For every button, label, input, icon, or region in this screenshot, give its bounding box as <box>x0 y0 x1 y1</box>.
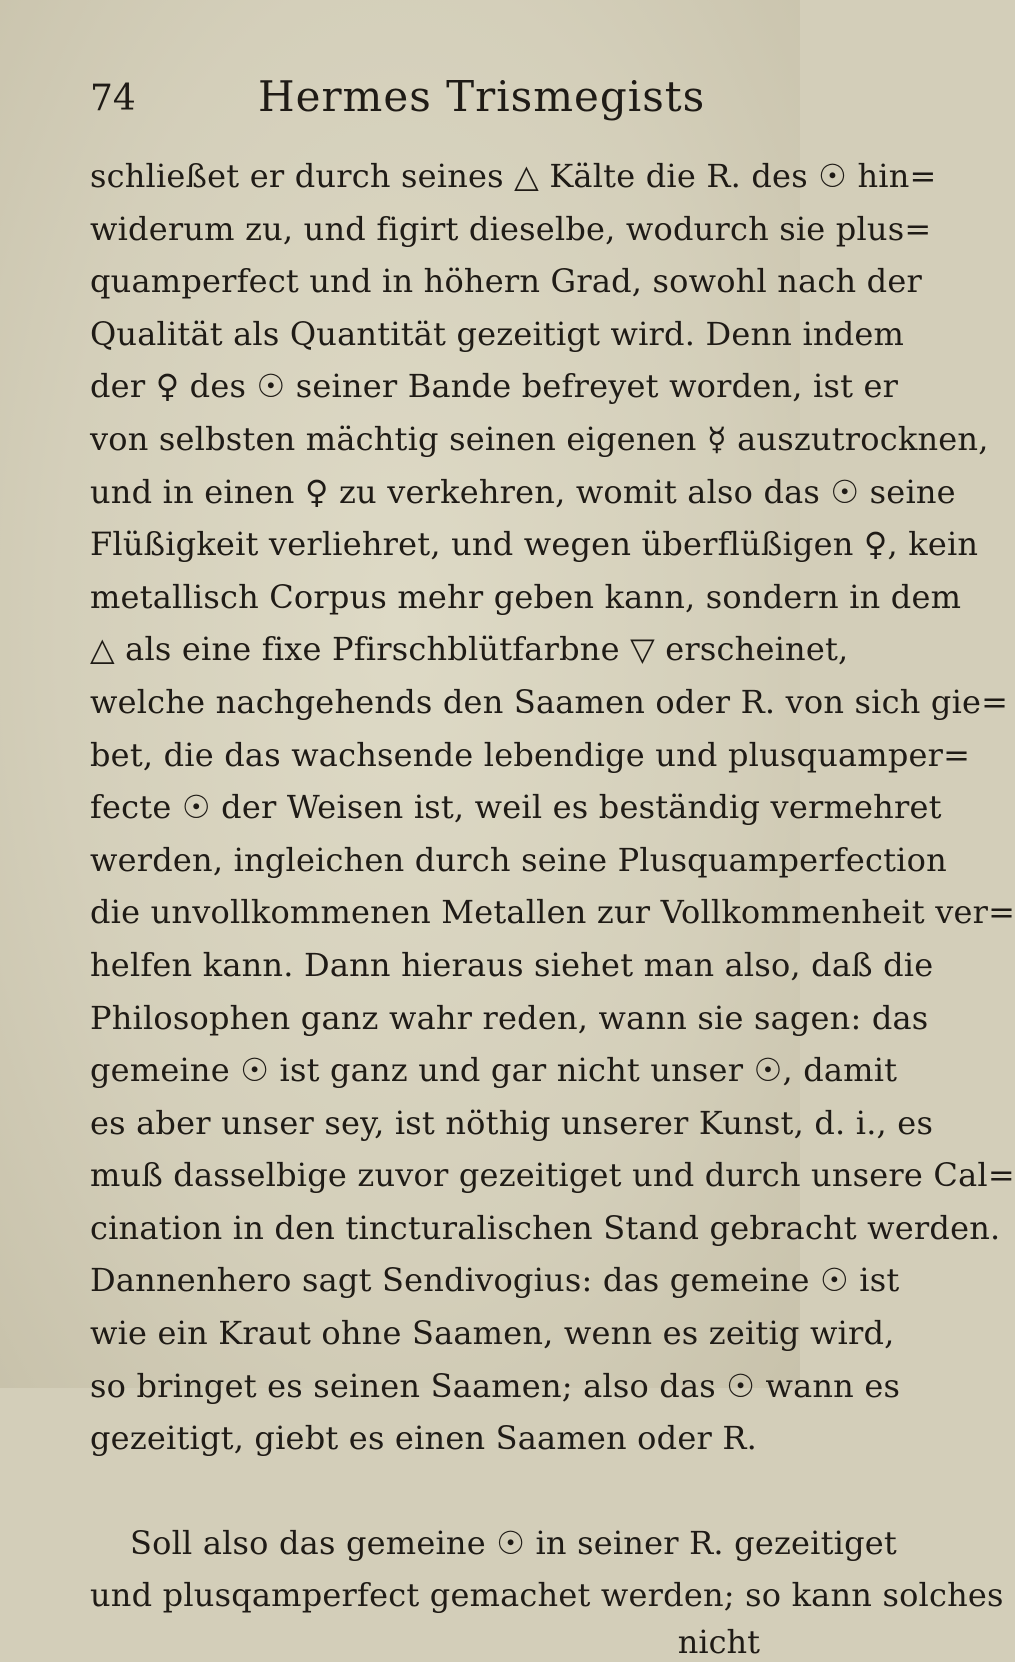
text-line: bet, die das wachsende lebendige und plusquamper= <box>90 735 971 774</box>
text-line: metallisch Corpus mehr geben kann, sondern in dem <box>90 577 962 616</box>
text-line: muß dasselbige zuvor gezeitiget und durch unsere Cal= <box>90 1156 1015 1195</box>
body-text <box>90 150 1015 1662</box>
paragraph-2 <box>90 1517 1004 1622</box>
text-line: und in einen ♀ zu verkehren, womit also das ☉ seine <box>90 472 956 511</box>
text-line: gezeitigt, giebt es einen Saamen oder R. <box>90 1419 757 1458</box>
text-line: es aber unser sey, ist nöthig unserer Kunst, d. i., es <box>90 1103 934 1142</box>
text-line: △ als eine fixe Pfirschblütfarbne ▽ erscheinet, <box>90 630 849 669</box>
text-line: Qualität als Quantität gezeitigt wird. Denn indem <box>90 314 905 353</box>
text-line: Philosophen ganz wahr reden, wann sie sagen: das <box>90 998 929 1037</box>
text-line: fecte ☉ der Weisen ist, weil es beständig vermehret <box>90 788 942 827</box>
paragraph-gap <box>90 1465 770 1517</box>
text-line: so bringet es seinen Saamen; also das ☉ wann es <box>90 1366 901 1405</box>
text-line: helfen kann. Dann hieraus siehet man also, daß die <box>90 945 934 984</box>
text-line: quamperfect und in höhern Grad, sowohl nach der <box>90 262 922 301</box>
text-line: gemeine ☉ ist ganz und gar nicht unser ☉, damit <box>90 1051 898 1090</box>
running-title: Hermes Trismegists <box>258 72 706 121</box>
text-line: widerum zu, und figirt dieselbe, wodurch sie plus= <box>90 209 932 248</box>
text-line: von selbsten mächtig seinen eigenen ☿ auszutrocknen, <box>90 419 989 458</box>
text-line: die unvollkommenen Metallen zur Vollkommenheit ver= <box>90 893 1015 932</box>
text-line: und plusqamperfect gemachet werden; so kann solches <box>90 1576 1004 1615</box>
text-line: schließet er durch seines △ Kälte die R. des ☉ hin= <box>90 157 937 195</box>
text-line: Flüßigkeit verliehret, und wegen überflüßigen ♀, kein <box>90 525 979 564</box>
text-line: werden, ingleichen durch seine Plusquamperfection <box>90 840 947 879</box>
page-header <box>90 72 740 132</box>
text-line: wie ein Kraut ohne Saamen, wenn es zeitig wird, <box>90 1314 895 1353</box>
paragraph-1 <box>90 150 1015 1465</box>
catchword: nicht <box>677 1623 760 1662</box>
text-line: cination in den tincturalischen Stand gebracht werden. <box>90 1208 1001 1247</box>
page-number: 74 <box>90 78 136 119</box>
text-line: der ♀ des ☉ seiner Bande befreyet worden, ist er <box>90 367 899 406</box>
text-line: Dannenhero sagt Sendivogius: das gemeine ☉ ist <box>90 1261 900 1300</box>
text-line: welche nachgehends den Saamen oder R. von sich gie= <box>90 682 1009 721</box>
text-line: Soll also das gemeine ☉ in seiner R. gezeitiget <box>130 1523 897 1562</box>
